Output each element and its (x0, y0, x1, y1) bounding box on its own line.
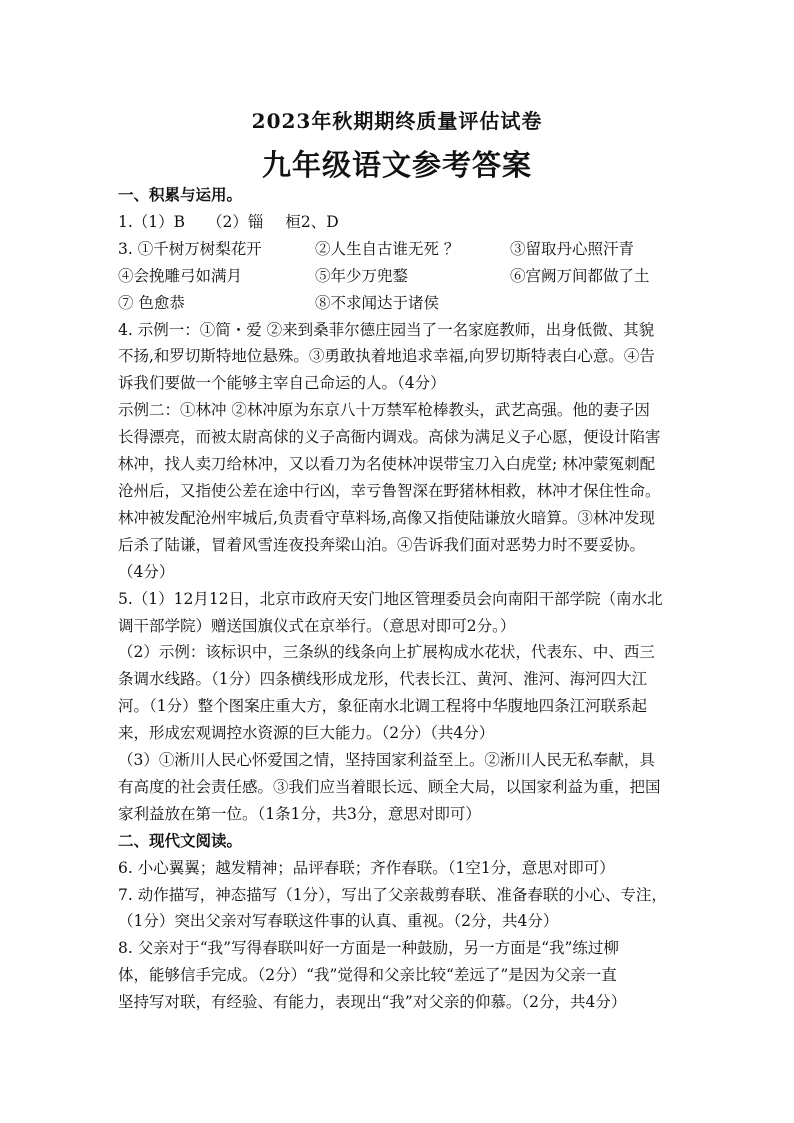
text-line: 不扬,和罗切斯特地位悬殊。③勇敢执着地追求幸福,向罗切斯特表白心意。④告 (118, 347, 655, 366)
text-line: （4分） (118, 562, 175, 581)
answer-content (118, 182, 686, 1016)
section-heading: 一、积累与运用。 (118, 185, 243, 204)
text-line: 7. 动作描写，神态描写（1分），写出了父亲裁剪春联、准备春联的小心、专注， (118, 885, 667, 904)
poem-line: ③留取丹心照汗青 (510, 239, 635, 258)
section-heading: 二、现代文阅读。 (118, 830, 243, 850)
text-line: （2）示例：该标识中，三条纵的线条向上扩展构成水花状，代表东、中、西三 (118, 643, 655, 662)
text-line: 有高度的社会责任感。③我们应当着眼长远、顾全大局，以国家利益为重，把国 (118, 777, 661, 796)
answer-q1 (118, 209, 686, 236)
text-line: 6. 小心翼翼；越发精神；品评春联；齐作春联。（1空1分，意思对即可） (118, 858, 615, 877)
text-line: 后杀了陆谦，冒着风雪连夜投奔梁山泊。④告诉我们面对恶势力时不要妥协。 (118, 535, 646, 554)
answer-key-title: 九年级语文参考答案 (261, 148, 532, 182)
text-line: 来，形成宏观调控水资源的巨大能力。（2分）（共4分） (118, 724, 495, 743)
answer-q1-part3: 桓2、D (285, 212, 339, 231)
text-line: （1分）突出父亲对写春联这件事的认真、重视。（2分，共4分） (118, 912, 559, 931)
poem-line: 3. ①千树万树梨花开 (118, 239, 262, 258)
answer-q1-part2: （2）锱 (207, 212, 264, 231)
text-line: 示例二：①林冲 ②林冲原为东京八十万禁军枪棒教头，武艺高强。他的妻子因 (118, 401, 650, 420)
text-line: 家利益放在第一位。（1条1分，共3分，意思对即可） (118, 804, 481, 823)
answer-q3-row (118, 290, 686, 317)
answer-q1-part1: 1.（1）B (118, 212, 186, 231)
text-line: 诉我们要做一个能够主宰自己命运的人。（4分） (118, 374, 446, 393)
text-line: （3）①淅川人民心怀爱国之情，坚持国家利益至上。②淅川人民无私奉献，具 (118, 751, 655, 770)
text-line: 河。（1分）整个图案庄重大方，象征南水北调工程将中华腹地四条江河联系起 (118, 697, 648, 716)
poem-line: ⑦ 色愈恭 (118, 293, 185, 312)
text-line: 沧州后，又指使公差在途中行凶，幸亏鲁智深在野猪林相救，林冲才保住性命。 (118, 481, 661, 500)
exam-title: 2023年秋期期终质量评估试卷 (251, 109, 543, 133)
poem-line: ⑥宫阙万间都做了土 (510, 266, 650, 285)
text-line: 林冲，找人卖刀给林冲，又以看刀为名使林冲误带宝刀入白虎堂; 林冲蒙冤刺配 (118, 455, 656, 474)
poem-line: ④会挽雕弓如满月 (118, 266, 243, 285)
text-line: 坚持写对联，有经验、有能力，表现出“我”对父亲的仰慕。（2分，共4分） (118, 993, 627, 1012)
text-line: 长得漂亮，而被太尉高俅的义子高衙内调戏。高俅为满足义子心愿，便设计陷害 (118, 428, 661, 447)
answer-q3-row (118, 263, 686, 290)
text-line: 5.（1）12月12日，北京市政府天安门地区管理委员会向南阳干部学院（南水北 (118, 589, 663, 608)
text-line: 条调水线路。（1分）四条横线形成龙形，代表长江、黄河、淮河、海河四大江 (118, 670, 648, 689)
text-line: 4. 示例一：①简・爱 ②来到桑菲尔德庄园当了一名家庭教师，出身低微、其貌 (118, 320, 655, 339)
poem-line: ⑤年少万兜鍪 (315, 266, 409, 285)
answer-q3-row (118, 236, 686, 263)
text-line: 林冲被发配沧州牢城后,负责看守草料场,高像又指使陆谦放火暗算。③林冲发现 (118, 508, 655, 527)
poem-line: ⑧不求闻达于诸侯 (315, 293, 440, 312)
poem-line: ②人生自古谁无死 ？ (315, 239, 460, 258)
text-line: 体，能够信手完成。（2分）“我”觉得和父亲比较“差远了”是因为父亲一直 (118, 966, 617, 985)
text-line: 调干部学院）赠送国旗仪式在京举行。（意思对即可2分。） (118, 616, 516, 635)
text-line: 8. 父亲对于“我”写得春联叫好一方面是一种鼓励，另一方面是“我”练过柳 (118, 939, 619, 958)
